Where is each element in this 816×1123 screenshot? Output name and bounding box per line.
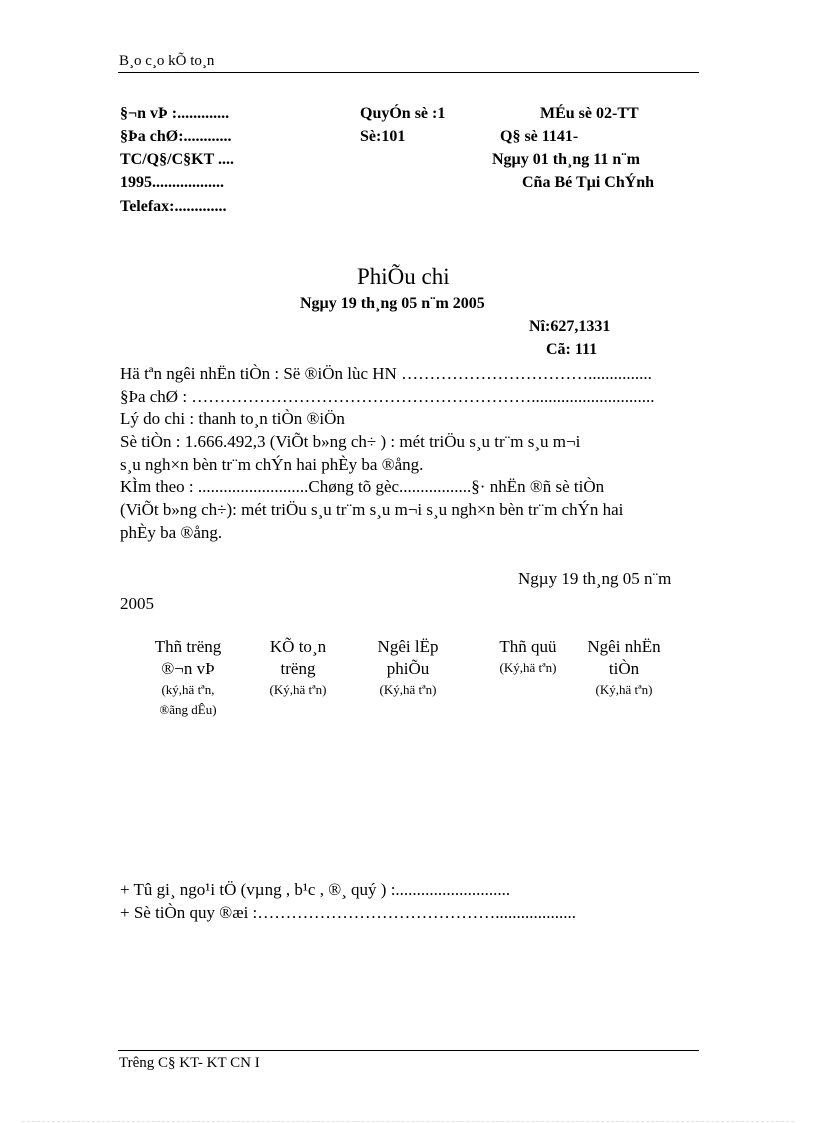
amount-words-line: s¸u ngh×n bèn tr¨m chÝn hai phÈy ba ®ång.: [120, 455, 424, 474]
received-words-end: phÈy ba ®ång.: [120, 523, 223, 542]
signature-note: (ký,hä tªn,: [161, 682, 215, 697]
signature-note: (Ký,hä tªn): [595, 682, 653, 697]
quyen-so: QuyÓn sè :1: [360, 105, 446, 122]
signature-note: (Ký,hä tªn): [269, 682, 327, 697]
signature-receiver: [574, 636, 674, 700]
signature-head-of-unit: [138, 636, 238, 720]
tc-line: TC/Q§/C§KT ....: [120, 151, 234, 168]
debit-account: Nî:627,1331: [529, 318, 611, 335]
signature-title: Thñ trëng: [154, 637, 222, 656]
mau-so: MÉu sè 02-TT: [540, 105, 639, 122]
address-line: §Þa chØ : …………………………………………………….............................: [120, 387, 655, 406]
header-rule: [118, 72, 699, 73]
signature-title-2: trëng: [280, 659, 316, 678]
sign-date: Ngµy 19 th¸ng 05 n¨m: [518, 569, 672, 588]
signature-note: (Ký,hä tªn): [379, 682, 437, 697]
signature-title: Thñ quü: [499, 637, 557, 656]
signature-cashier: [480, 636, 576, 678]
attachments-line: KÌm theo : ..........................Chøng tõ gèc.................§· nhËn ®ñ sè tiÒn: [120, 477, 605, 496]
dia-chi-field: §Þa chØ:............: [120, 128, 232, 145]
exchange-rate-line: + Tû gi¸ ngo¹i tÖ (vµng , b¹c , ®¸ quý ) :...........................: [120, 880, 511, 899]
sign-year: 2005: [120, 594, 154, 613]
telefax-field: Telefax:.............: [120, 198, 227, 215]
converted-amount-line: + Sè tiÒn quy ®æi :……………………………………...................: [120, 903, 577, 922]
amount-line: Sè tiÒn : 1.666.492,3 (ViÕt b»ng ch÷ ) : mét triÖu s¸u tr¨m s¸u m¬i: [120, 432, 581, 451]
signature-title: KÕ to¸n: [269, 637, 327, 656]
signature-title-2: ®¬n vÞ: [161, 659, 215, 678]
credit-account: Cã: 111: [546, 341, 598, 358]
signature-note-2: ®ãng dÊu): [159, 702, 217, 717]
footer-rule: [118, 1050, 699, 1051]
page-bottom-dashed-line: [22, 1121, 794, 1122]
signature-title-2: tiÒn: [608, 659, 640, 678]
qd-so: Q§ sè 1141-: [500, 128, 579, 145]
signature-preparer: [355, 636, 461, 700]
signature-chief-accountant: [248, 636, 348, 700]
so-number: Sè:101: [360, 128, 406, 145]
signature-title: Ngêi lËp: [377, 637, 439, 656]
signature-title: Ngêi nhËn: [587, 637, 661, 656]
don-vi-field: §¬n vÞ :.............: [120, 105, 230, 122]
qd-date: Ngµy 01 th¸ng 11 n¨m: [492, 151, 640, 168]
page-header: B¸o c¸o kÕ to¸n: [119, 53, 215, 69]
qd-org: Cña Bé Tµi ChÝnh: [522, 174, 655, 191]
page-footer: Trêng C§ KT- KT CN I: [119, 1055, 260, 1071]
received-words-line: (ViÕt b»ng ch÷): mét triÖu s¸u tr¨m s¸u m¬i s¸u ngh×n bèn tr¨m chÝn hai: [120, 500, 624, 519]
recipient-line: Hä tªn ngêi nhËn tiÒn : Së ®iÖn lùc HN ……………………………...............: [120, 364, 652, 383]
reason-line: Lý do chi : thanh to¸n tiÒn ®iÖn: [120, 409, 345, 428]
page-title: PhiÕu chi: [357, 264, 450, 289]
signature-title-2: phiÕu: [386, 659, 430, 678]
year-line: 1995..................: [120, 174, 224, 191]
title-date: Ngµy 19 th¸ng 05 n¨m 2005: [300, 295, 485, 312]
signature-note: (Ký,hä tªn): [499, 660, 557, 675]
